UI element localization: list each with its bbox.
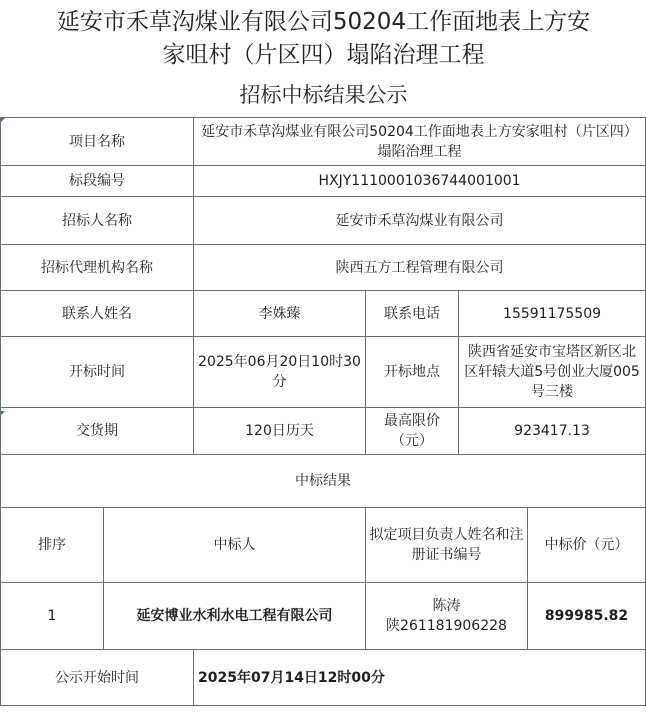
publicity-value: 2025年07月14日12时00分 [194,650,646,706]
opening-place-label: 开标地点 [366,337,459,408]
row-section-no [1,166,646,197]
result-seq: 1 [1,583,104,650]
row-result [1,583,646,650]
row-publicity [1,650,646,706]
cell-corner-mark [1,411,5,415]
row-opening [1,337,646,408]
price-limit-value: 923417.13 [459,408,646,455]
result-manager [366,583,528,650]
project-name-value: 延安市禾草沟煤业有限公司50204工作面地表上方安家咀村（片区四）塌陷治理工程 [194,118,646,166]
bid-result-table [0,117,646,706]
row-tenderer [1,197,646,245]
row-result-section [1,455,646,508]
project-name-label: 项目名称 [1,118,194,166]
section-no-label: 标段编号 [1,166,194,197]
document-title-line2: 家咀村（片区四）塌陷治理工程 [162,42,485,68]
result-winner: 延安博业水利水电工程有限公司 [104,583,366,650]
phone-label: 联系电话 [366,291,459,337]
price-limit-label: 最高限价（元） [366,408,459,455]
tenderer-label: 招标人名称 [1,197,194,245]
result-price: 899985.82 [528,583,646,650]
header-winner: 中标人 [104,508,366,583]
row-delivery [1,408,646,455]
row-contact [1,291,646,337]
contact-label: 联系人姓名 [1,291,194,337]
document-title [0,6,647,72]
opening-time-label: 开标时间 [1,337,194,408]
delivery-label: 交货期 [1,408,194,455]
tenderer-value: 延安市禾草沟煤业有限公司 [194,197,646,245]
document-subtitle: 招标中标结果公示 [239,83,408,107]
agency-value: 陕西五方工程管理有限公司 [194,245,646,291]
agency-label: 招标代理机构名称 [1,245,194,291]
header-price: 中标价（元） [528,508,646,583]
manager-name: 陈涛 [432,598,461,614]
cell-corner-mark [1,118,5,122]
header-manager: 拟定项目负责人姓名和注册证书编号 [366,508,528,583]
opening-time-value: 2025年06月20日10时30分 [194,337,366,408]
document-title-line1: 延安市禾草沟煤业有限公司50204工作面地表上方安 [56,9,591,35]
result-section-title: 中标结果 [1,455,646,508]
phone-value: 15591175509 [459,291,646,337]
manager-cert: 陕261181906228 [386,618,507,634]
contact-value: 李姝臻 [194,291,366,337]
row-result-header [1,508,646,583]
publicity-label: 公示开始时间 [1,650,194,706]
row-agency [1,245,646,291]
section-no-value: HXJY1110001036744001001 [194,166,646,197]
delivery-value: 120日历天 [194,408,366,455]
opening-place-value: 陕西省延安市宝塔区新区北区轩辕大道5号创业大厦005号三楼 [459,337,646,408]
row-project-name [1,118,646,166]
header-seq: 排序 [1,508,104,583]
